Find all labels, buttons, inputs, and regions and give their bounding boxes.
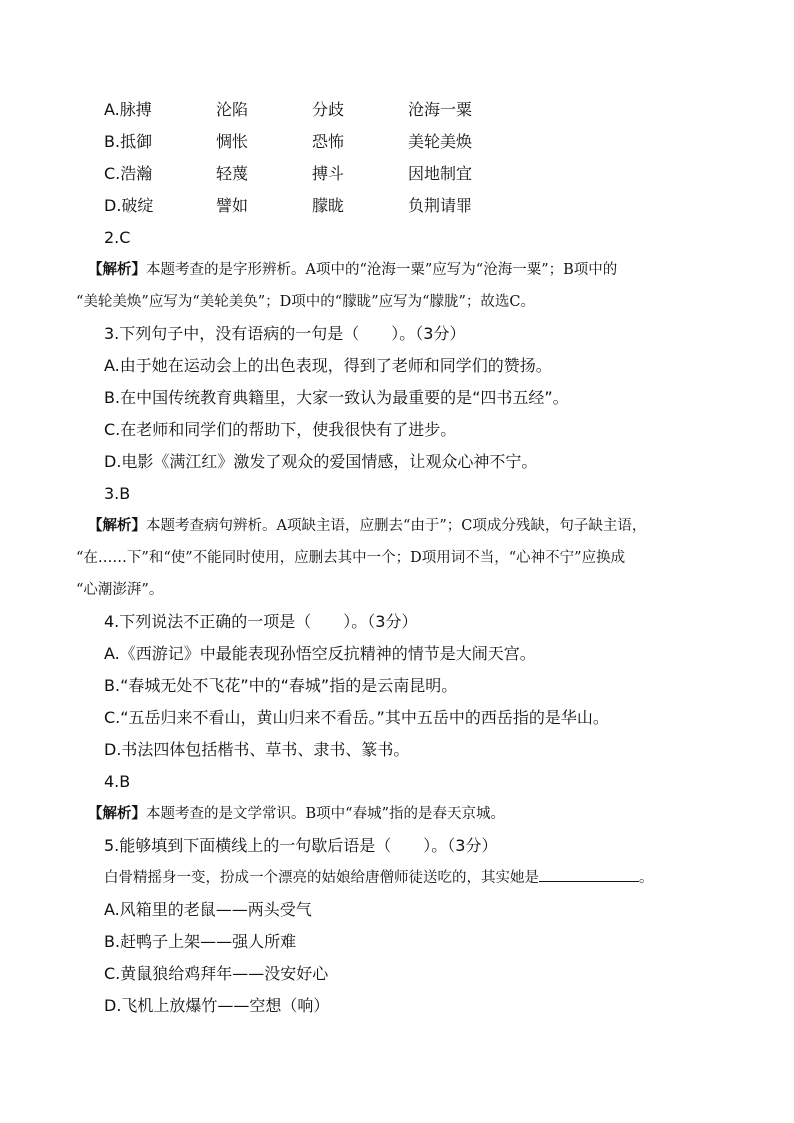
q5-option: D.飞机上放爆竹——空想（响） [104, 996, 330, 1015]
q5-option: C.黄鼠狼给鸡拜年——没安好心 [104, 964, 329, 983]
q1-option-label: B.抵御 [104, 132, 153, 151]
q1-option-word: 搏斗 [312, 164, 345, 183]
q1-option-word: 沧海一粟 [408, 100, 473, 119]
q5-stem: 5.能够填到下面横线上的一句歇后语是（ ）。（3分） [104, 836, 498, 855]
q3-analysis-line-3: “心潮澎湃”。 [76, 582, 164, 598]
q4-option: A.《西游记》中最能表现孙悟空反抗精神的情节是大闹天宫。 [104, 644, 536, 663]
q4-option: B.“春城无处不飞花”中的“春城”指的是云南昆明。 [104, 676, 458, 695]
q1-option-word: 负荆请罪 [408, 196, 473, 215]
q5-passage [104, 866, 654, 890]
analysis-tag: 【解析】 [88, 261, 146, 278]
q2-analysis-line-1 [88, 258, 617, 282]
analysis-text: 本题考查的是字形辨析。A项中的“沧海一粟”应写为“沧海一粟”；B项中的 [146, 262, 618, 278]
q1-option-word: 分歧 [312, 100, 345, 119]
q1-option-label: D.破绽 [104, 196, 154, 215]
analysis-tag: 【解析】 [88, 805, 146, 822]
q3-analysis-line-2: “在……下”和“使”不能同时使用，应删去其中一个；D项用词不当，“心神不宁”应换成 [76, 550, 626, 566]
q1-option-label: C.浩瀚 [104, 164, 153, 183]
q1-option-label: A.脉搏 [104, 100, 152, 119]
q3-option: D.电影《满江红》激发了观众的爱国情感，让观众心神不宁。 [104, 452, 538, 471]
q1-option-word: 轻蔑 [216, 164, 249, 183]
q5-passage-text: 白骨精摇身一变，扮成一个漂亮的姑娘给唐僧师徒送吃的，其实她是 [104, 870, 539, 886]
q1-option-word: 美轮美焕 [408, 132, 473, 151]
q2-analysis-line-2: “美轮美焕”应写为“美轮美奂”；D项中的“朦眬”应写为“朦胧”；故选C。 [76, 294, 536, 310]
q1-option-word: 沦陷 [216, 100, 249, 119]
fill-blank [539, 867, 639, 882]
analysis-tag: 【解析】 [88, 517, 146, 534]
analysis-text: 本题考查病句辨析。A项缺主语，应删去“由于”；C项成分残缺，句子缺主语， [146, 518, 647, 534]
analysis-text: 本题考查的是文学常识。B项中“春城”指的是春天京城。 [146, 806, 505, 822]
q1-option-word: 惆怅 [216, 132, 249, 151]
q1-option-word: 因地制宜 [408, 164, 473, 183]
q3-option: C.在老师和同学们的帮助下，使我很快有了进步。 [104, 420, 457, 439]
q5-option: A.风箱里的老鼠——两头受气 [104, 900, 312, 919]
q4-analysis-line-1 [88, 802, 505, 826]
q1-option-word: 朦眬 [312, 196, 345, 215]
q3-option: B.在中国传统教育典籍里，大家一致认为最重要的是“四书五经”。 [104, 388, 569, 407]
q3-stem: 3.下列句子中，没有语病的一句是（ ）。（3分） [104, 324, 466, 343]
q4-stem: 4.下列说法不正确的一项是（ ）。（3分） [104, 612, 418, 631]
q1-option-word: 譬如 [216, 196, 249, 215]
q5-option: B.赶鸭子上架——强人所难 [104, 932, 297, 951]
q1-option-word: 恐怖 [312, 132, 345, 151]
q3-answer: 3.B [104, 484, 131, 503]
q3-analysis-line-1 [88, 514, 646, 538]
q3-option: A.由于她在运动会上的出色表现，得到了老师和同学们的赞扬。 [104, 356, 552, 375]
q4-answer: 4.B [104, 772, 131, 791]
q2-answer: 2.C [104, 228, 131, 247]
q5-passage-end: 。 [639, 870, 654, 886]
q4-option: D.书法四体包括楷书、草书、隶书、篆书。 [104, 740, 410, 759]
q4-option: C.“五岳归来不看山，黄山归来不看岳。”其中五岳中的西岳指的是华山。 [104, 708, 609, 727]
